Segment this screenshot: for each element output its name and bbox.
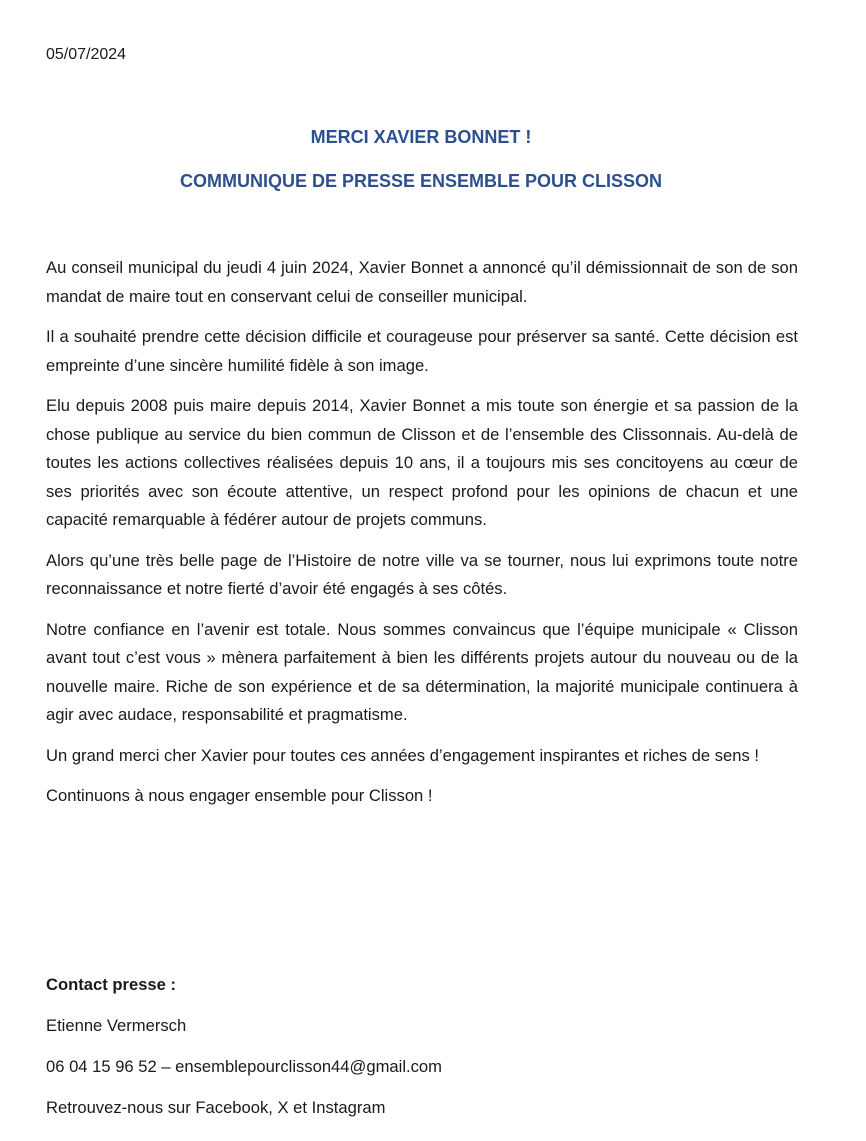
- document-title: MERCI XAVIER BONNET !: [310, 127, 532, 147]
- contact-section: [46, 973, 442, 1137]
- paragraph: Au conseil municipal du jeudi 4 juin 2024, Xavier Bonnet a annoncé qu’il démissionnait de son de son mandat de maire tout en conservant celui de conseiller municipal.: [46, 258, 798, 306]
- paragraph: Il a souhaité prendre cette décision difficile et courageuse pour préserver sa santé. Cette décision est empreinte d’une sincère humilité fidèle à son image.: [46, 327, 798, 375]
- paragraph: Un grand merci cher Xavier pour toutes ces années d’engagement inspirantes et riches de sens !: [46, 745, 760, 765]
- paragraph: Notre confiance en l’avenir est totale. Nous sommes convaincus que l’équipe municipale « Clisson avant tout c’est vous » mènera parfaitement à bien les différents projets autour du nouveau ou de la nouvelle maire. Riche de son expérience et de sa détermination, la majorité municipale continuera à agir avec audace, responsabilité et pragmatisme.: [46, 619, 798, 724]
- document-subtitle: COMMUNIQUE DE PRESSE ENSEMBLE POUR CLISSON: [179, 171, 663, 191]
- contact-details: 06 04 15 96 52 – ensemblepourclisson44@gmail.com: [46, 1057, 442, 1076]
- contact-name: Etienne Vermersch: [46, 1016, 187, 1035]
- contact-label: Contact presse :: [46, 975, 177, 994]
- paragraph: Alors qu’une très belle page de l’Histoire de notre ville va se tourner, nous lui exprimons toute notre reconnaissance et notre fierté d’avoir été engagés à ses côtés.: [46, 550, 798, 598]
- contact-social: Retrouvez-nous sur Facebook, X et Instagram: [46, 1098, 386, 1117]
- document-body: [46, 254, 798, 823]
- paragraph: Elu depuis 2008 puis maire depuis 2014, Xavier Bonnet a mis toute son énergie et sa passion de la chose publique au service du bien commun de Clisson et de l’ensemble des Clissonnais. Au-delà de toutes les actions collectives réalisées depuis 10 ans, il a toujours mis ses concitoyens au cœur de ses priorités avec son écoute attentive, un respect profond pour les opinions de chacun et une capacité remarquable à fédérer autour de projets communs.: [46, 396, 798, 529]
- paragraph: Continuons à nous engager ensemble pour Clisson !: [46, 786, 433, 805]
- document-date: 05/07/2024: [46, 46, 127, 63]
